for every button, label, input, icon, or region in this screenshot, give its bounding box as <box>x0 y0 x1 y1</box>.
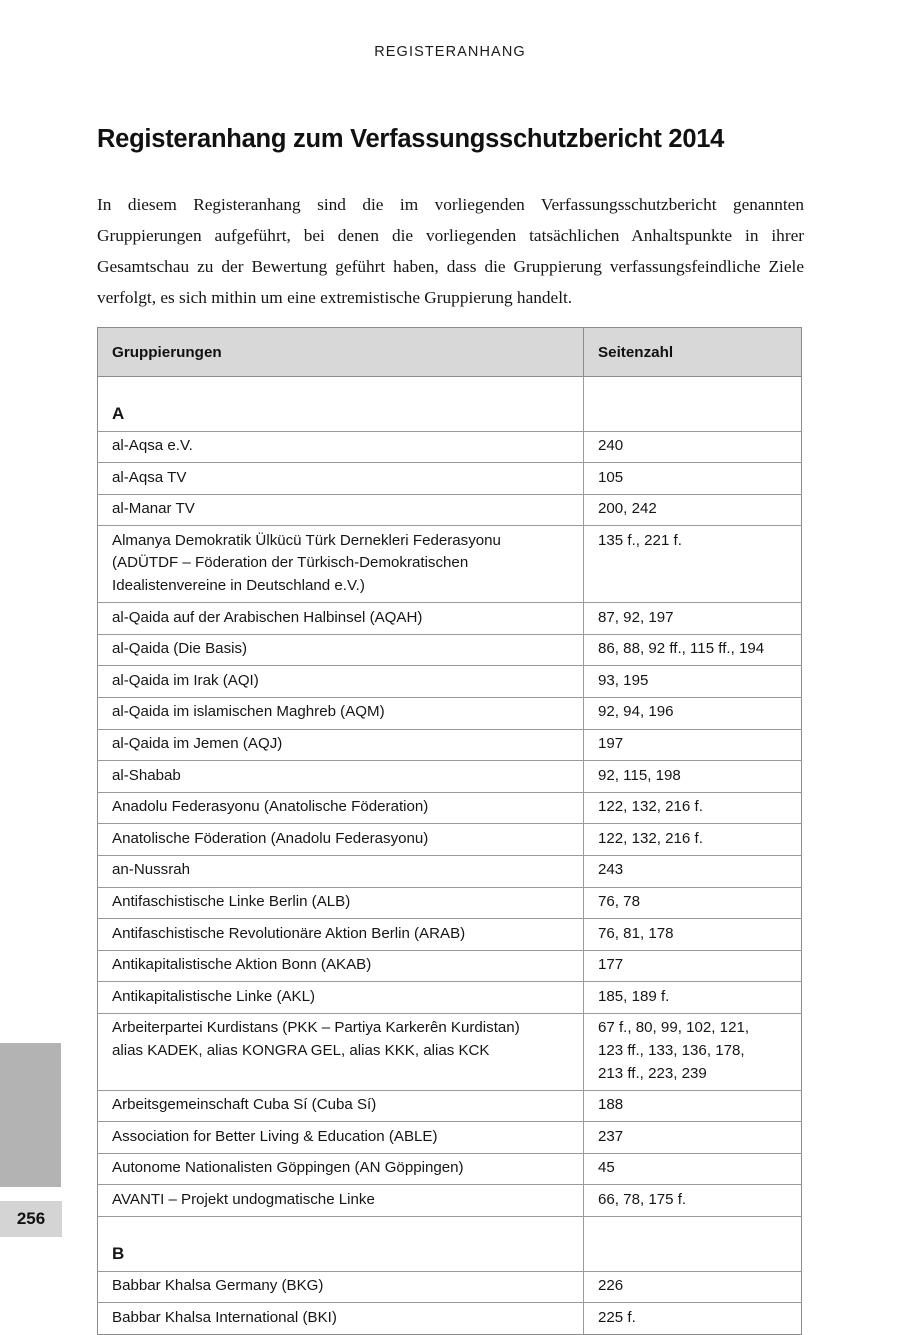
table-row <box>98 887 802 919</box>
grouping-name-cell: Babbar Khalsa International (BKI) <box>98 1303 584 1335</box>
grouping-name-cell: al-Aqsa TV <box>98 463 584 495</box>
page-numbers-line: 67 f., 80, 99, 102, 121, <box>598 1019 750 1037</box>
column-header-seitenzahl: Seitenzahl <box>584 328 802 377</box>
table-row <box>98 603 802 635</box>
page-numbers-cell: 76, 81, 178 <box>584 919 802 951</box>
table-row <box>98 431 802 463</box>
grouping-name-cell: al-Qaida im Jemen (AQJ) <box>98 729 584 761</box>
grouping-name-cell: al-Shabab <box>98 761 584 793</box>
page-numbers-cell: 240 <box>584 431 802 463</box>
grouping-name-cell: al-Qaida im islamischen Maghreb (AQM) <box>98 697 584 729</box>
grouping-name-line: alias KADEK, alias KONGRA GEL, alias KKK, alias KCK <box>112 1041 490 1059</box>
folio-box <box>0 1201 62 1237</box>
table-row <box>98 761 802 793</box>
page-numbers-cell: 177 <box>584 950 802 982</box>
grouping-name-cell: Association for Better Living & Education (ABLE) <box>98 1122 584 1154</box>
intro-paragraph: In diesem Registeranhang sind die im vorliegenden Verfassungsschutzbericht genannten Gruppierungen aufgeführt, bei denen die vorliegenden tatsächlichen Anhaltspunkte in ihrer Gesamtschau zu der Bewertung geführt haben, dass die Gruppierung verfassungsfeindliche Ziele verfolgt, es sich mithin um eine extremistische Gruppierung handelt. <box>97 195 804 308</box>
table-row <box>98 919 802 951</box>
page-numbers-cell: 105 <box>584 463 802 495</box>
page-numbers-line: 213 ff., 223, 239 <box>598 1064 707 1082</box>
index-table-body <box>98 377 802 1335</box>
letter-group-row <box>98 1217 802 1272</box>
page-numbers-cell: 122, 132, 216 f. <box>584 824 802 856</box>
page-numbers-cell: 225 f. <box>598 1308 636 1326</box>
page-numbers-cell <box>584 377 802 432</box>
table-row <box>98 950 802 982</box>
grouping-name-cell: Antikapitalistische Linke (AKL) <box>98 982 584 1014</box>
grouping-name-cell: Antikapitalistische Aktion Bonn (AKAB) <box>98 950 584 982</box>
table-row <box>98 634 802 666</box>
index-table <box>97 327 802 1335</box>
letter-group-label: A <box>98 377 584 432</box>
page-numbers-cell: 93, 195 <box>584 666 802 698</box>
letter-group-row <box>98 377 802 432</box>
running-head: REGISTERANHANG <box>374 44 526 60</box>
grouping-name-cell: Anadolu Federasyonu (Anatolische Föderation) <box>98 792 584 824</box>
grouping-name-line: (ADÜTDF – Föderation der Türkisch-Demokratischen <box>112 554 469 572</box>
page-numbers-cell: 86, 88, 92 ff., 115 ff., 194 <box>584 634 802 666</box>
page-numbers-cell: 45 <box>584 1153 802 1185</box>
grouping-name-cell: al-Qaida im Irak (AQI) <box>98 666 584 698</box>
column-header-groupings: Gruppierungen <box>98 328 584 377</box>
page-numbers-cell: 197 <box>584 729 802 761</box>
table-row <box>98 697 802 729</box>
grouping-name-cell: al-Qaida auf der Arabischen Halbinsel (AQAH) <box>98 603 584 635</box>
page-numbers-cell: 243 <box>584 855 802 887</box>
table-row <box>98 526 802 603</box>
grouping-name-cell: an-Nussrah <box>98 855 584 887</box>
grouping-name-cell: al-Aqsa e.V. <box>98 431 584 463</box>
table-header-row <box>98 328 802 377</box>
page-numbers-cell <box>584 1217 802 1272</box>
page-numbers-cell: 135 f., 221 f. <box>584 526 802 603</box>
table-row <box>98 1271 802 1303</box>
page-numbers-cell: 200, 242 <box>584 494 802 526</box>
page-numbers-cell: 185, 189 f. <box>584 982 802 1014</box>
grouping-name-line: Idealistenvereine in Deutschland e.V.) <box>112 577 365 595</box>
grouping-name-cell <box>98 526 584 603</box>
grouping-name-cell: Babbar Khalsa Germany (BKG) <box>98 1271 584 1303</box>
table-row <box>98 1303 802 1335</box>
table-row <box>98 982 802 1014</box>
grouping-name-cell <box>98 1013 584 1090</box>
page-numbers-cell: 87, 92, 197 <box>584 603 802 635</box>
grouping-name-cell: Antifaschistische Linke Berlin (ALB) <box>98 887 584 919</box>
table-row <box>98 792 802 824</box>
page-title: Registeranhang zum Verfassungsschutzbericht 2014 <box>97 125 725 154</box>
grouping-name-cell: Anatolische Föderation (Anadolu Federasyonu) <box>98 824 584 856</box>
grouping-name-cell: Arbeitsgemeinschaft Cuba Sí (Cuba Sí) <box>98 1090 584 1122</box>
index-table-head <box>98 328 802 377</box>
page-numbers-cell: 122, 132, 216 f. <box>584 792 802 824</box>
table-row <box>98 824 802 856</box>
grouping-name-line: Almanya Demokratik Ülkücü Türk Dernekleri Federasyonu <box>112 531 501 549</box>
page-numbers-cell: 92, 115, 198 <box>584 761 802 793</box>
table-row <box>98 729 802 761</box>
grouping-name-cell: al-Qaida (Die Basis) <box>98 634 584 666</box>
table-row <box>98 666 802 698</box>
table-row <box>98 1122 802 1154</box>
letter-group-label: B <box>98 1217 584 1272</box>
table-row <box>98 1013 802 1090</box>
page-numbers-cell: 66, 78, 175 f. <box>584 1185 802 1217</box>
page-number: 256 <box>16 1209 46 1228</box>
grouping-name-cell: al-Manar TV <box>98 494 584 526</box>
page-numbers-cell: 92, 94, 196 <box>584 697 802 729</box>
grouping-name-cell: AVANTI – Projekt undogmatische Linke <box>98 1185 584 1217</box>
table-row <box>98 463 802 495</box>
table-row <box>98 1090 802 1122</box>
table-row <box>98 1153 802 1185</box>
table-row <box>98 855 802 887</box>
grouping-name-cell: Antifaschistische Revolutionäre Aktion Berlin (ARAB) <box>98 919 584 951</box>
table-row <box>98 1185 802 1217</box>
margin-thumb-tab <box>0 1043 61 1187</box>
page-numbers-cell: 188 <box>584 1090 802 1122</box>
table-row <box>98 494 802 526</box>
grouping-name-cell: Autonome Nationalisten Göppingen (AN Göppingen) <box>98 1153 584 1185</box>
page-numbers-cell <box>584 1013 802 1090</box>
page-numbers-cell: 226 <box>584 1271 802 1303</box>
page-numbers-cell: 76, 78 <box>584 887 802 919</box>
grouping-name-line: Arbeiterpartei Kurdistans (PKK – Partiya Karkerên Kurdistan) <box>112 1019 520 1037</box>
page-numbers-line: 123 ff., 133, 136, 178, <box>598 1041 745 1059</box>
page-numbers-cell: 237 <box>584 1122 802 1154</box>
